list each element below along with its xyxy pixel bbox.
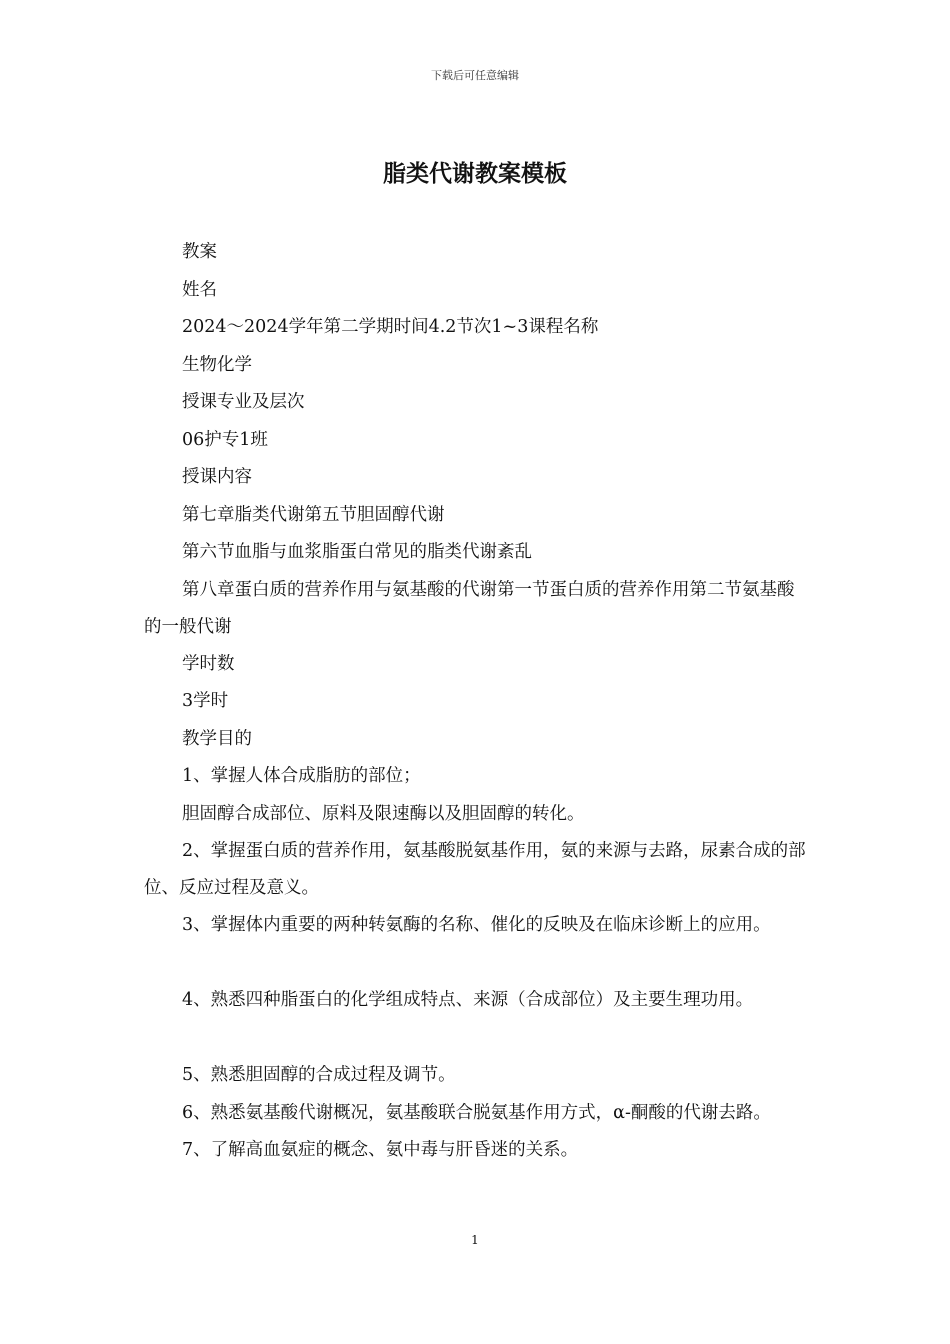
page-number: 1 (471, 1233, 479, 1247)
paragraph: 第七章脂类代谢第五节胆固醇代谢 (182, 504, 445, 525)
paragraph: 4、熟悉四种脂蛋白的化学组成特点、来源（合成部位）及主要生理功用。 (182, 990, 754, 1010)
paragraph: 2024～2024学年第二学期时间4.2节次1~3课程名称 (182, 317, 599, 337)
paragraph: 6、熟悉氨基酸代谢概况，氨基酸联合脱氨基作用方式，α-酮酸的代谢去路。 (182, 1102, 771, 1123)
paragraph: 3、掌握体内重要的两种转氨酶的名称、催化的反映及在临床诊断上的应用。 (182, 915, 771, 935)
paragraph: 3学时 (182, 691, 229, 711)
paragraph: 第八章蛋白质的营养作用与氨基酸的代谢第一节蛋白质的营养作用第二节氨基酸的一般代谢 (144, 579, 795, 637)
paragraph: 第六节血脂与血浆脂蛋白常见的脂类代谢紊乱 (182, 542, 532, 562)
paragraph: 姓名 (182, 279, 217, 300)
header-note: 下载后可任意编辑 (431, 69, 519, 82)
paragraph: 授课专业及层次 (182, 392, 305, 412)
document-body (144, 234, 809, 1169)
paragraph: 06护专1班 (182, 429, 268, 450)
paragraph: 7、了解高血氨症的概念、氨中毒与肝昏迷的关系。 (182, 1139, 579, 1160)
document-title: 脂类代谢教案模板 (383, 161, 567, 187)
paragraph: 5、熟悉胆固醇的合成过程及调节。 (182, 1065, 456, 1085)
paragraph: 1、掌握人体合成脂肪的部位； (182, 766, 421, 786)
paragraph: 胆固醇合成部位、原料及限速酶以及胆固醇的转化。 (182, 803, 585, 824)
paragraph: 学时数 (182, 653, 235, 674)
paragraph: 授课内容 (182, 467, 252, 487)
paragraph: 教学目的 (182, 728, 252, 749)
paragraph: 教案 (182, 242, 217, 262)
paragraph: 生物化学 (182, 354, 252, 375)
paragraph: 2、掌握蛋白质的营养作用，氨基酸脱氨基作用，氨的来源与去路，尿素合成的部位、反应过程及意义。 (144, 841, 806, 898)
